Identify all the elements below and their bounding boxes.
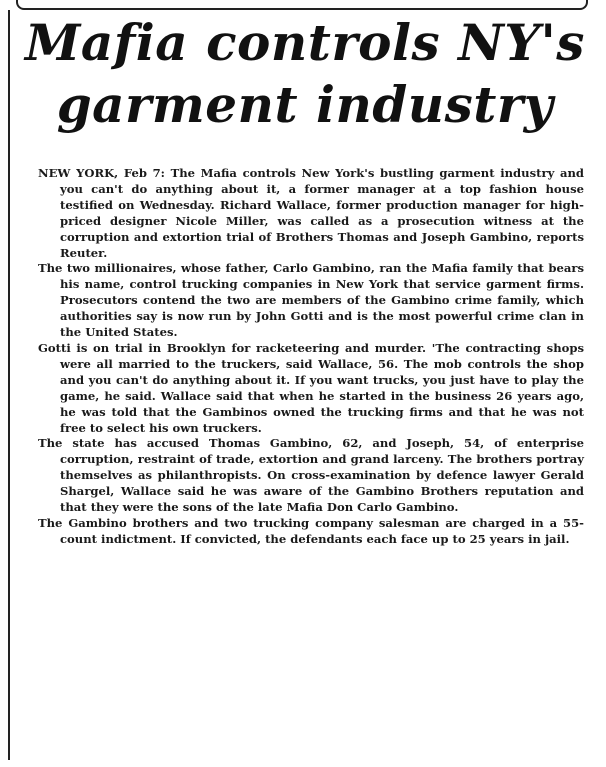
clipping-top-border [16,0,588,10]
article-paragraph-5: The Gambino brothers and two trucking company salesman are charged in a 55-count indictment. If convicted, the defendants each face up to 25 years in jail. [38,515,584,546]
headline [10,12,600,136]
article-paragraph-2: The two millionaires, whose father, Carlo Gambino, ran the Mafia family that bears his name, control trucking companies in New York that service garment firms. Prosecutors contend the two are members of the Gambino crime family, which authorities say is now run by John Gotti and is the most powerful crime clan in the United States. [38,261,584,340]
article-paragraph-3: Gotti is on trial in Brooklyn for racketeering and murder. 'The contracting shops were all married to the truckers, said Wallace, 56. The mob controls the shop and you can't do anything about it. If you want trucks, you just have to play the game, he said. Wallace said that when he started in the business 26 years ago, he was told that the Gambinos owned the trucking firms and that he was not free to select his own truckers. [38,340,584,435]
headline-line-2: garment industry [56,75,554,134]
headline-line-1: Mafia controls NY's [25,13,585,72]
article-paragraph-4: The state has accused Thomas Gambino, 62, and Joseph, 54, of enterprise corruption, restraint of trade, extortion and grand larceny. The brothers portray themselves as philanthropists. On cross-examination by defence lawyer Gerald Shargel, Wallace said he was aware of the Gambino Brothers reputation and that they were the sons of the late Mafia Don Carlo Gambino. [38,436,584,515]
article-paragraph-1: NEW YORK, Feb 7: The Mafia controls New York's bustling garment industry and you can't do anything about it, a former manager at a top fashion house testified on Wednesday. Richard Wallace, former production manager for high-priced designer Nicole Miller, was called as a prosecution witness at the corruption and extortion trial of Brothers Thomas and Joseph Gambino, reports Reuter. [38,166,584,260]
article-body [38,166,584,548]
